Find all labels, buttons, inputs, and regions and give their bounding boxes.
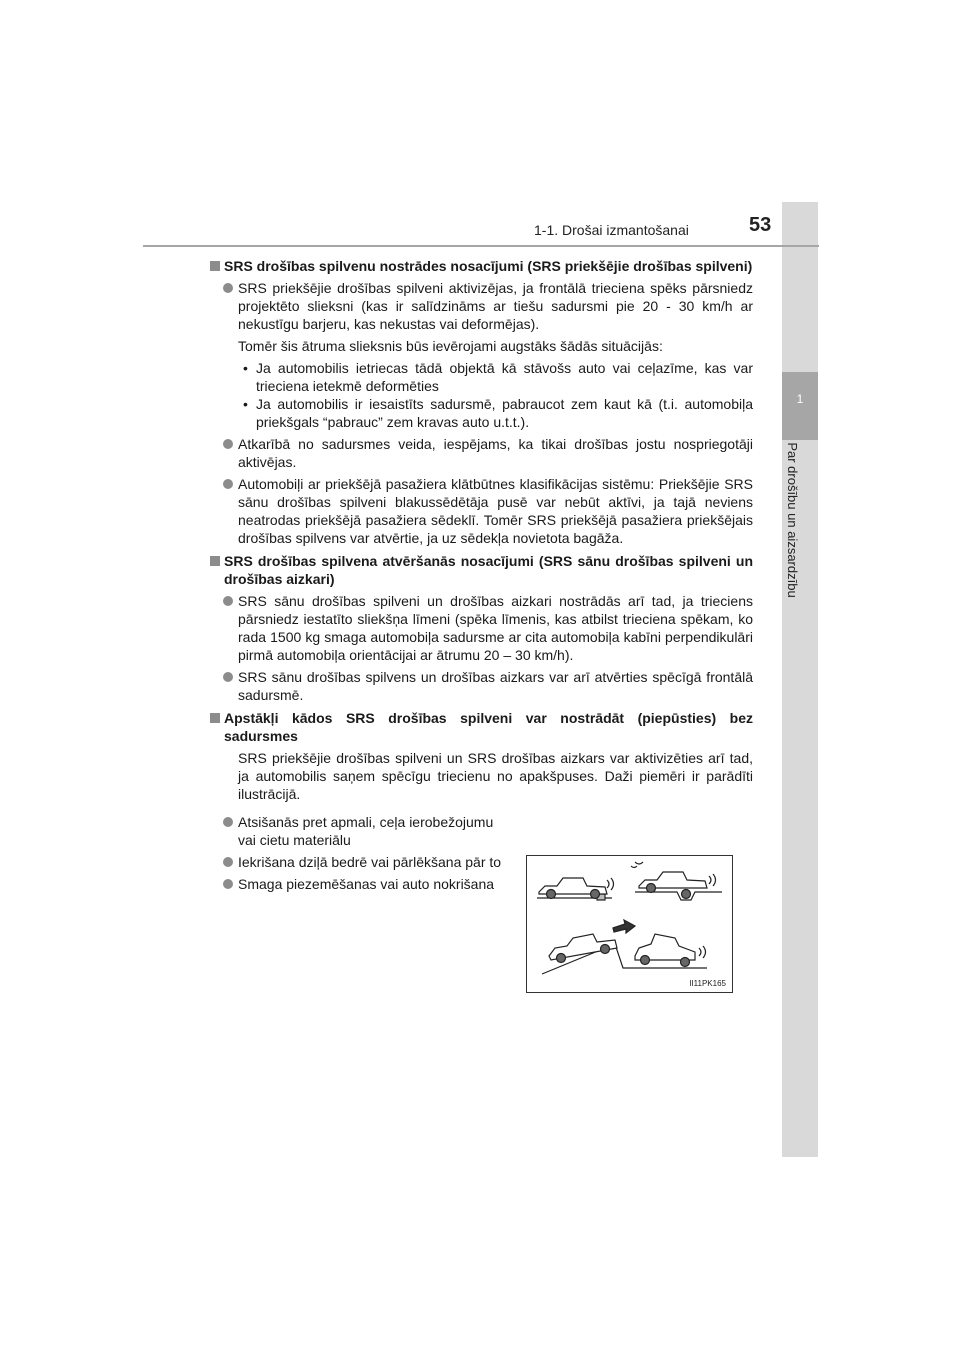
bullet-text: Atkarībā no sadursmes veida, iespējams, ka tikai drošības jostu nospriegotāji aktivējas.: [238, 436, 753, 470]
bullet-item: [210, 668, 753, 704]
page-number: 53: [749, 214, 772, 236]
bullet-text: SRS sānu drošības spilvens un drošības aizkars var arī atvērties spēcīgā frontālā sadursmē.: [238, 669, 753, 703]
sub-item-text: Ja automobilis ietriecas tādā objektā kā stāvošs auto vai ceļazīme, kas var trieciena ietekmē deformēties: [256, 360, 753, 394]
header-divider: [143, 245, 819, 247]
bullet-text: Automobiļi ar priekšējā pasažiera klātbūtnes klasifikācijas sistēmu: Priekšējie SRS sānu drošības spilveni blakussēdētāja pusē var nebūt aktīvi, ja tajā neviens neatrodas priekšējā pasažiera sēdeklī. Tomēr SRS priekšējā pasažiera priekšējais drošības spilvens var atvērtie, ja uz sēdekļa novietota bagāža.: [238, 476, 753, 546]
circle-bullet-icon: [223, 857, 233, 867]
bullet-text: SRS sānu drošības spilveni un drošības aizkari nostrādās arī tad, ja trieciens pārsniedz iestatīto sliekšņa līmeni (spēka līmenis, kas atbilst trieciena spēkam, ko rada 1500 kg smaga automobiļa sadursme ar cita automobiļa kabīni perpendikulāri pirmā automobiļa orientācijai ar ātrumu 20 – 30 km/h).: [238, 593, 753, 663]
vehicle-impact-illustration: [527, 856, 732, 992]
bullet-item: [210, 435, 753, 471]
section-heading: [210, 552, 753, 588]
bullet-text: Iekrišana dziļā bedrē vai pārlēkšana pār to: [238, 854, 502, 870]
section-heading: [210, 709, 753, 745]
square-bullet-icon: [210, 713, 220, 723]
bullet-text: Atsišanās pret apmali, ceļa ierobežojumu vai cietu materiālu: [238, 814, 494, 848]
circle-bullet-icon: [223, 283, 233, 293]
sub-item-text: Ja automobilis ir iesaistīts sadursmē, pabraucot zem kaut kā (t.i. automobiļa priekšgals “pabrauc” zem kravas auto u.t.t.).: [256, 396, 753, 430]
sub-item: [210, 395, 753, 431]
circle-bullet-icon: [223, 596, 233, 606]
short-bullet-list: [210, 813, 510, 893]
paragraph: SRS priekšējie drošības spilveni un SRS drošības aizkars var aktivizēties arī tad, ja automobilis saņem spēcīgu triecienu no apakšpuses. Daži piemēri ir parādīti ilustrācijā.: [238, 750, 753, 802]
paragraph: Tomēr šis ātruma slieksnis būs ievērojami augstāks šādās situācijās:: [238, 338, 663, 354]
circle-bullet-icon: [223, 439, 233, 449]
chapter-number: 1: [782, 372, 818, 440]
bullet-item: [210, 279, 753, 333]
car-curb-scene: [537, 878, 614, 900]
chapter-title: Par drošību un aizsardzību: [785, 442, 800, 598]
dot-mark: •: [243, 360, 248, 376]
section-heading-text: SRS drošības spilvena atvēršanās nosacījumi (SRS sānu drošības spilveni un drošības aizkari): [224, 553, 753, 587]
car-landing-scene: [542, 920, 707, 974]
square-bullet-icon: [210, 261, 220, 271]
car-pothole-scene: [631, 862, 722, 900]
circle-bullet-icon: [223, 817, 233, 827]
section-heading-text: SRS drošības spilvenu nostrādes nosacījumi (SRS priekšējie drošības spilveni): [224, 258, 753, 274]
section-heading: [210, 257, 753, 275]
circle-bullet-icon: [223, 479, 233, 489]
sub-item: [210, 359, 753, 395]
circle-bullet-icon: [223, 879, 233, 889]
illustration: [526, 855, 733, 993]
square-bullet-icon: [210, 556, 220, 566]
section-heading-text: Apstākļi kādos SRS drošības spilveni var nostrādāt (piepūsties) bez sadursmes: [224, 710, 753, 744]
page-content: [210, 252, 753, 893]
bullet-item: [210, 853, 510, 871]
bullet-item: [210, 875, 510, 893]
circle-bullet-icon: [223, 672, 233, 682]
bullet-item: [210, 475, 753, 547]
bullet-item: [210, 592, 753, 664]
dot-mark: •: [243, 396, 248, 412]
bullet-item: [210, 813, 510, 849]
figure-code: II11PK165: [689, 979, 726, 988]
side-tab: [782, 202, 818, 1157]
bullet-text: Smaga piezemēšanas vai auto nokrišana: [238, 876, 495, 892]
section-header: 1-1. Drošai izmantošanai: [534, 222, 689, 238]
bullet-text: SRS priekšējie drošības spilveni aktivizējas, ja frontālā trieciena spēks pārsniedz projektēto slieksni (kas ir salīdzināms ar tiešu sadursmi pie 20 - 30 km/h ar nekustīgu barjeru, kas nekustas vai deformējas).: [238, 280, 753, 332]
